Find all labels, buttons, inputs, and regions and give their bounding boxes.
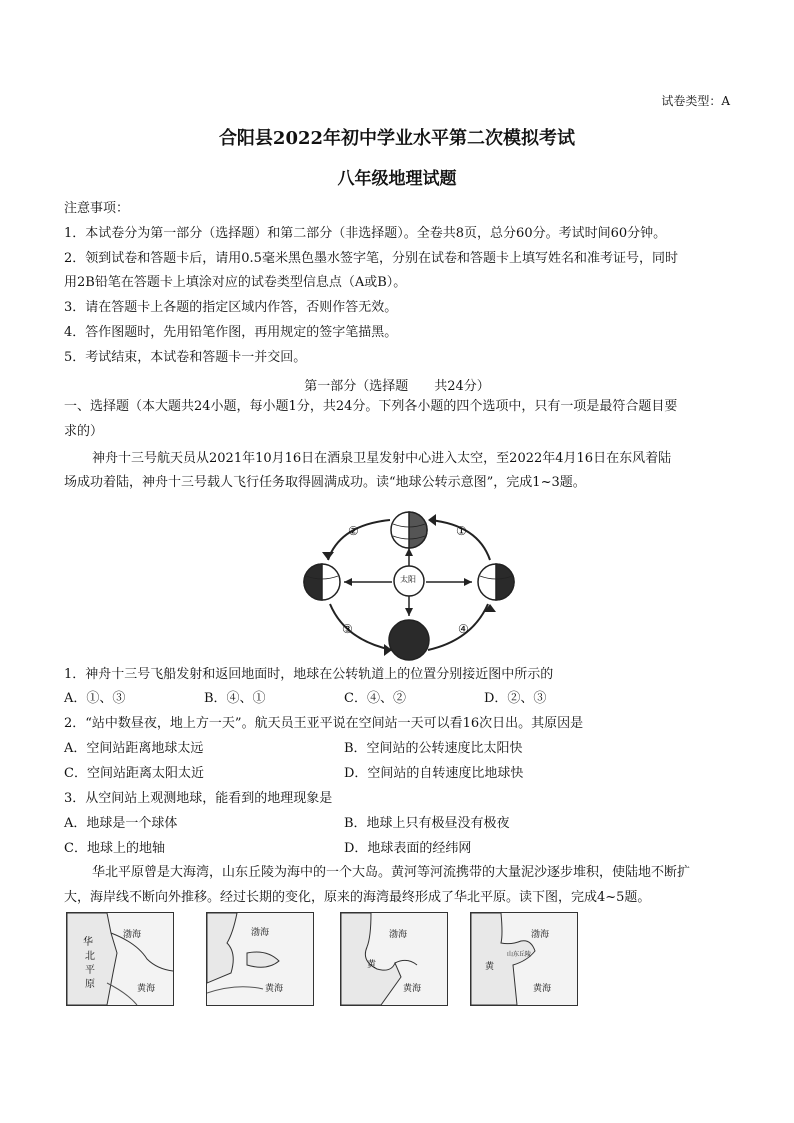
part1-heading: 第一部分（选择题 共24分） (304, 379, 490, 394)
coastline-map-4 (470, 912, 578, 1006)
position-label-4: ④ (458, 622, 469, 636)
q1-option-a: A．①、③ (64, 691, 126, 706)
coastline-map-2 (206, 912, 314, 1006)
exam-subtitle: 八年级地理试题 (337, 169, 457, 189)
map-label: 山东丘陵 (507, 951, 532, 958)
question-1-stem: 1．神舟十三号飞船发射和返回地面时，地球在公转轨道上的位置分别接近图中所示的 (64, 667, 554, 682)
map-label: 平 (85, 965, 95, 976)
notes-heading: 注意事项： (64, 201, 130, 216)
position-label-2: ② (348, 524, 359, 538)
map-label: 黄海 (137, 984, 156, 994)
map-label: 黄 (367, 960, 377, 970)
exam-title: 合阳县2022年初中学业水平第二次模拟考试 (218, 128, 576, 149)
map-label: 渤海 (531, 930, 550, 940)
earth-revolution-figure (300, 500, 518, 664)
map-label: 渤海 (123, 930, 142, 940)
question-2-stem: 2．“站中数昼夜，地上方一天”。航天员王亚平说在空间站一天可以看16次日出。其原因是 (64, 716, 584, 731)
map-label: 黄海 (403, 984, 422, 994)
note-item: 2．领到试卷和答题卡后，请用0.5毫米黑色墨水签字笔，分别在试卷和答题卡上填写姓名和准考证号，同时 (64, 251, 678, 266)
map-label: 北 (85, 951, 95, 962)
passage2-line: 华北平原曾是大海湾，山东丘陵为海中的一个大岛。黄河等河流携带的大量泥沙逐步堆积，使陆地不断扩 (92, 865, 691, 880)
passage2-line: 大，海岸线不断向外推移。经过长期的变化，原来的海湾最终形成了华北平原。读下图，完成4~5题。 (64, 890, 651, 905)
passage1-line: 场成功着陆，神舟十三号载人飞行任务取得圆满成功。读“地球公转示意图”，完成1~3题。 (64, 475, 586, 490)
section-instructions-cont: 求的） (64, 424, 104, 439)
note-item: 用2B铅笔在答题卡上填涂对应的试卷类型信息点（A或B）。 (64, 275, 407, 290)
q2-option-b: B．空间站的公转速度比太阳快 (344, 741, 523, 756)
orbit-arc (328, 520, 390, 560)
q1-option-b: B．④、① (204, 691, 266, 706)
note-item: 5．考试结束，本试卷和答题卡一并交回。 (64, 350, 307, 365)
note-item: 4．答作图题时，先用铅笔作图，再用规定的签字笔描黑。 (64, 325, 398, 340)
sun-label: 太阳 (400, 575, 416, 584)
passage1-line: 神舟十三号航天员从2021年10月16日在酒泉卫星发射中心进入太空，至2022年4月16日在东风着陆 (92, 451, 672, 466)
question-3-stem: 3．从空间站上观测地球，能看到的地理现象是 (64, 791, 333, 806)
section-instructions: 一、选择题（本大题共24小题，每小题1分，共24分。下列各小题的四个选项中，只有一项是最符合题目要 (64, 399, 678, 414)
map-label: 渤海 (389, 930, 408, 940)
q3-option-b: B．地球上只有极昼没有极夜 (344, 816, 510, 831)
paper-type: 试卷类型：A (661, 94, 730, 108)
map-label: 渤海 (251, 928, 270, 938)
map-label: 黄海 (533, 984, 552, 994)
position-label-3: ③ (342, 622, 353, 636)
q1-option-d: D．②、③ (484, 691, 547, 706)
position-label-1: ① (456, 524, 467, 538)
q3-option-c: C．地球上的地轴 (64, 841, 165, 856)
note-item: 1．本试卷分为第一部分（选择题）和第二部分（非选择题）。全卷共8页，总分60分。考试时间60分钟。 (64, 226, 667, 241)
coastline-map-3 (340, 912, 448, 1006)
map-label: 黄海 (265, 984, 284, 994)
q2-option-d: D．空间站的自转速度比地球快 (344, 766, 524, 781)
q2-option-a: A．空间站距离地球太远 (64, 741, 204, 756)
q1-option-c: C．④、② (344, 691, 406, 706)
map-label: 华 (83, 937, 93, 948)
q2-option-c: C．空间站距离太阳太近 (64, 766, 204, 781)
map-label: 黄 (485, 962, 495, 972)
note-item: 3．请在答题卡上各题的指定区域内作答，否则作答无效。 (64, 300, 398, 315)
map-label: 原 (85, 979, 95, 990)
orbit-arc (330, 604, 392, 650)
q3-option-d: D．地球表面的经纬网 (344, 841, 472, 856)
coastline-map-1 (66, 912, 174, 1006)
q3-option-a: A．地球是一个球体 (64, 816, 178, 831)
